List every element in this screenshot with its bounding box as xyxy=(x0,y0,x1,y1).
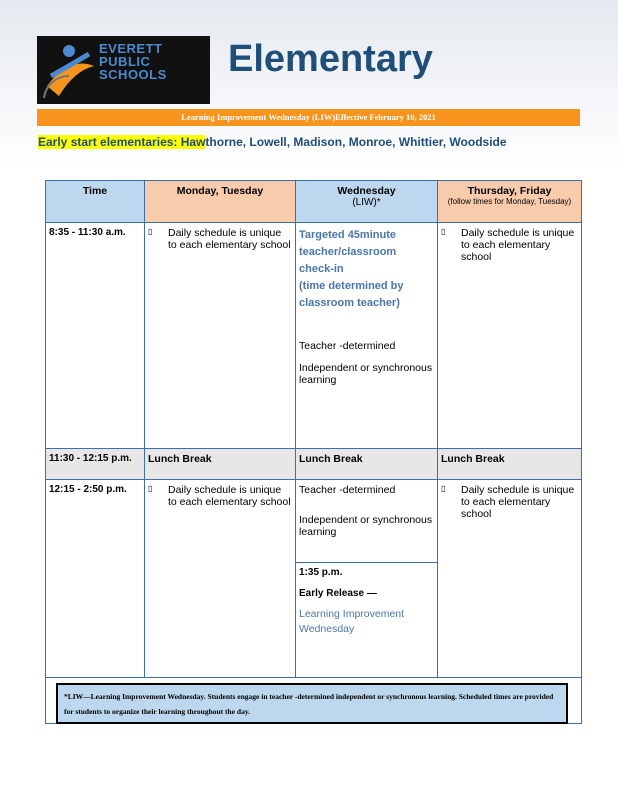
row2-wed-teacher: Teacher -determined xyxy=(299,484,396,496)
bullet-icon: ▯ xyxy=(441,227,446,236)
lunch-thu: Lunch Break xyxy=(438,449,582,480)
row1-thu xyxy=(438,223,582,449)
row2-wed-liw: Learning Improvement Wednesday xyxy=(299,608,405,635)
bullet-icon: ▯ xyxy=(148,484,153,493)
row2-thu-text: Daily schedule is unique to each elementary school xyxy=(461,484,575,520)
early-start-line xyxy=(38,135,507,149)
row2-mon-text: Daily schedule is unique to each elementary school xyxy=(168,484,291,508)
row1-wed xyxy=(296,223,438,449)
effective-banner: Learning Improvement Wednesday (LIW)Effective February 10, 2021 xyxy=(37,109,580,126)
lunch-mon: Lunch Break xyxy=(145,449,296,480)
bullet-icon: ▯ xyxy=(148,227,153,236)
everett-logo xyxy=(37,36,210,104)
row2-thu xyxy=(438,480,582,678)
logo-line1: EVERETT xyxy=(99,41,163,56)
page-title: Elementary xyxy=(228,38,433,80)
logo-line3: SCHOOLS xyxy=(99,67,167,82)
schedule-table xyxy=(45,180,582,724)
logo-figure-icon xyxy=(39,36,99,104)
row1-mon xyxy=(145,223,296,449)
header-thu-label: Thursday, Friday xyxy=(467,185,552,197)
row1-wed-checkin: Targeted 45minute teacher/classroom check-in xyxy=(299,229,397,275)
row2-wed-early-release: Early Release — xyxy=(299,588,377,599)
row1-mon-text: Daily schedule is unique to each elementary school xyxy=(168,227,291,251)
row2-time: 12:15 - 2:50 p.m. xyxy=(46,480,145,678)
bullet-icon: ▯ xyxy=(441,484,446,493)
liw-footnote: *LIW—Learning Improvement Wednesday. Students engage in teacher -determined independent or synchronous learning. Scheduled times are provided for students to organize their learning throughout the day. xyxy=(56,683,568,724)
header-thu-sub: (follow times for Monday, Tuesday) xyxy=(447,197,572,206)
row2-mon xyxy=(145,480,296,678)
row1-wed-time-note: (time determined by classroom teacher) xyxy=(299,280,404,309)
row2-wed-release-time: 1:35 p.m. xyxy=(296,562,437,578)
header-time: Time xyxy=(46,181,145,223)
header-wed-label: Wednesday xyxy=(337,185,396,197)
header-thu-fri xyxy=(438,181,582,223)
early-schools: thorne, Lowell, Madison, Monroe, Whittier, Woodside xyxy=(205,135,507,149)
row2-wed xyxy=(296,480,438,678)
row1-time: 8:35 - 11:30 a.m. xyxy=(46,223,145,449)
lunch-wed: Lunch Break xyxy=(296,449,438,480)
logo-line2: PUBLIC xyxy=(99,54,151,69)
header-wed-sub: (LIW)* xyxy=(352,197,381,208)
early-highlight: Early start elementaries: Haw xyxy=(38,135,206,149)
row1-wed-independent: Independent or synchronous learning xyxy=(299,362,433,386)
row1-thu-text: Daily schedule is unique to each elementary school xyxy=(461,227,575,263)
row2-wed-independent: Independent or synchronous learning xyxy=(299,514,433,538)
header-mon-tue: Monday, Tuesday xyxy=(145,181,296,223)
lunch-time: 11:30 - 12:15 p.m. xyxy=(46,449,145,480)
row1-wed-teacher: Teacher -determined xyxy=(299,340,396,352)
header-wednesday xyxy=(296,181,438,223)
